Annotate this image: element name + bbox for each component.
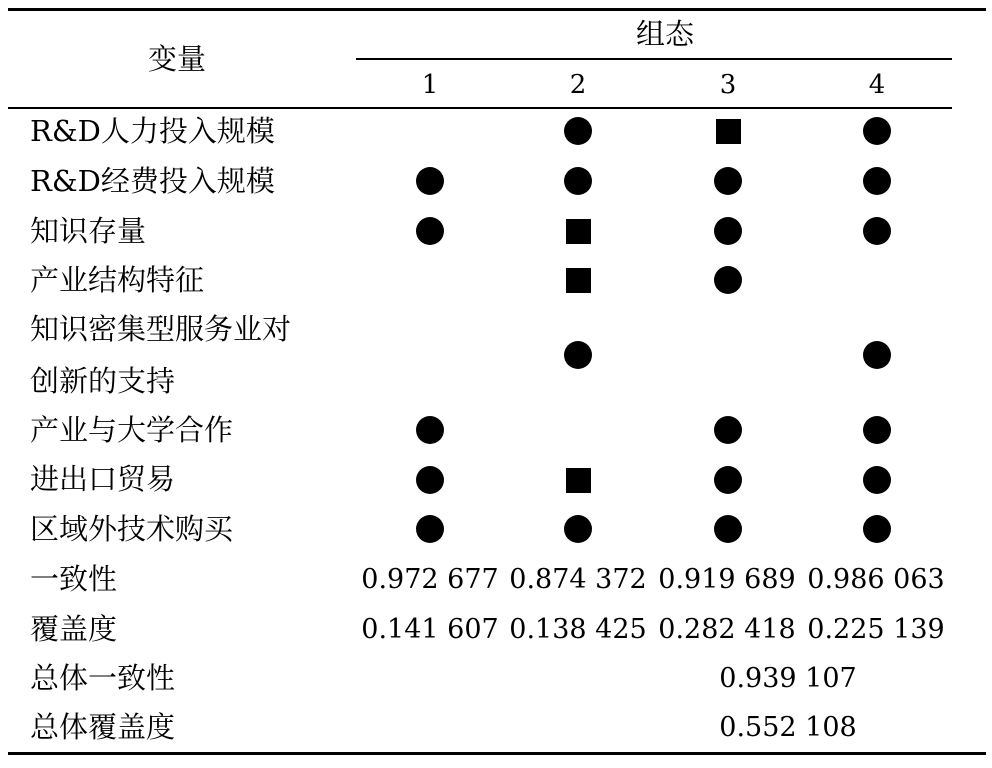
top-rule xyxy=(8,8,986,11)
header-bottom-rule xyxy=(8,107,952,109)
column-header-1: 1 xyxy=(421,70,439,100)
core-condition-dot xyxy=(863,167,891,195)
core-condition-dot xyxy=(863,515,891,543)
row-label: 区域外技术购买 xyxy=(30,512,234,546)
consistency-value: 0.919 689 xyxy=(658,564,796,595)
core-condition-dot xyxy=(714,515,742,543)
core-condition-dot xyxy=(714,167,742,195)
column-header-2: 2 xyxy=(569,70,587,100)
core-condition-dot xyxy=(416,167,444,195)
core-condition-dot xyxy=(416,515,444,543)
row-label: 产业与大学合作 xyxy=(30,413,234,447)
overall-coverage-label: 总体覆盖度 xyxy=(30,710,176,744)
column-header-4: 4 xyxy=(868,70,886,100)
core-condition-dot xyxy=(863,466,891,494)
core-condition-dot xyxy=(863,416,891,444)
row-label: 创新的支持 xyxy=(30,364,176,398)
consistency-value: 0.972 677 xyxy=(361,564,499,595)
core-condition-dot xyxy=(714,266,742,294)
marginal-condition-square xyxy=(566,468,591,493)
row-label: R&D人力投入规模 xyxy=(30,114,275,148)
consistency-value: 0.986 063 xyxy=(807,564,945,595)
core-condition-dot xyxy=(714,217,742,245)
consistency-value: 0.874 372 xyxy=(509,564,647,595)
marginal-condition-square xyxy=(716,119,741,144)
core-condition-dot xyxy=(564,341,592,369)
coverage-value: 0.282 418 xyxy=(658,614,796,645)
core-condition-dot xyxy=(863,117,891,145)
group-rule xyxy=(356,58,952,60)
core-condition-dot xyxy=(863,341,891,369)
row-label: 进出口贸易 xyxy=(30,462,176,496)
core-condition-dot xyxy=(564,167,592,195)
marginal-condition-square xyxy=(566,219,591,244)
overall-consistency-value: 0.939 107 xyxy=(719,663,857,694)
core-condition-dot xyxy=(863,217,891,245)
row-label: 产业结构特征 xyxy=(30,263,205,297)
core-condition-dot xyxy=(564,515,592,543)
marginal-condition-square xyxy=(566,268,591,293)
row-label: R&D经费投入规模 xyxy=(30,164,275,198)
coverage-value: 0.138 425 xyxy=(509,614,647,645)
core-condition-dot xyxy=(714,416,742,444)
row-label: 知识存量 xyxy=(30,214,147,248)
column-header-3: 3 xyxy=(719,70,737,100)
consistency-label: 一致性 xyxy=(30,562,118,596)
coverage-label: 覆盖度 xyxy=(30,612,118,646)
coverage-value: 0.225 139 xyxy=(807,614,945,645)
bottom-rule xyxy=(8,752,986,755)
overall-consistency-label: 总体一致性 xyxy=(30,661,176,695)
group-header: 组态 xyxy=(636,17,695,51)
core-condition-dot xyxy=(564,117,592,145)
coverage-value: 0.141 607 xyxy=(361,614,499,645)
row-label: 知识密集型服务业对 xyxy=(30,312,292,346)
core-condition-dot xyxy=(416,217,444,245)
overall-coverage-value: 0.552 108 xyxy=(719,712,857,743)
core-condition-dot xyxy=(714,466,742,494)
core-condition-dot xyxy=(416,466,444,494)
variable-header: 变量 xyxy=(148,42,207,76)
core-condition-dot xyxy=(416,416,444,444)
